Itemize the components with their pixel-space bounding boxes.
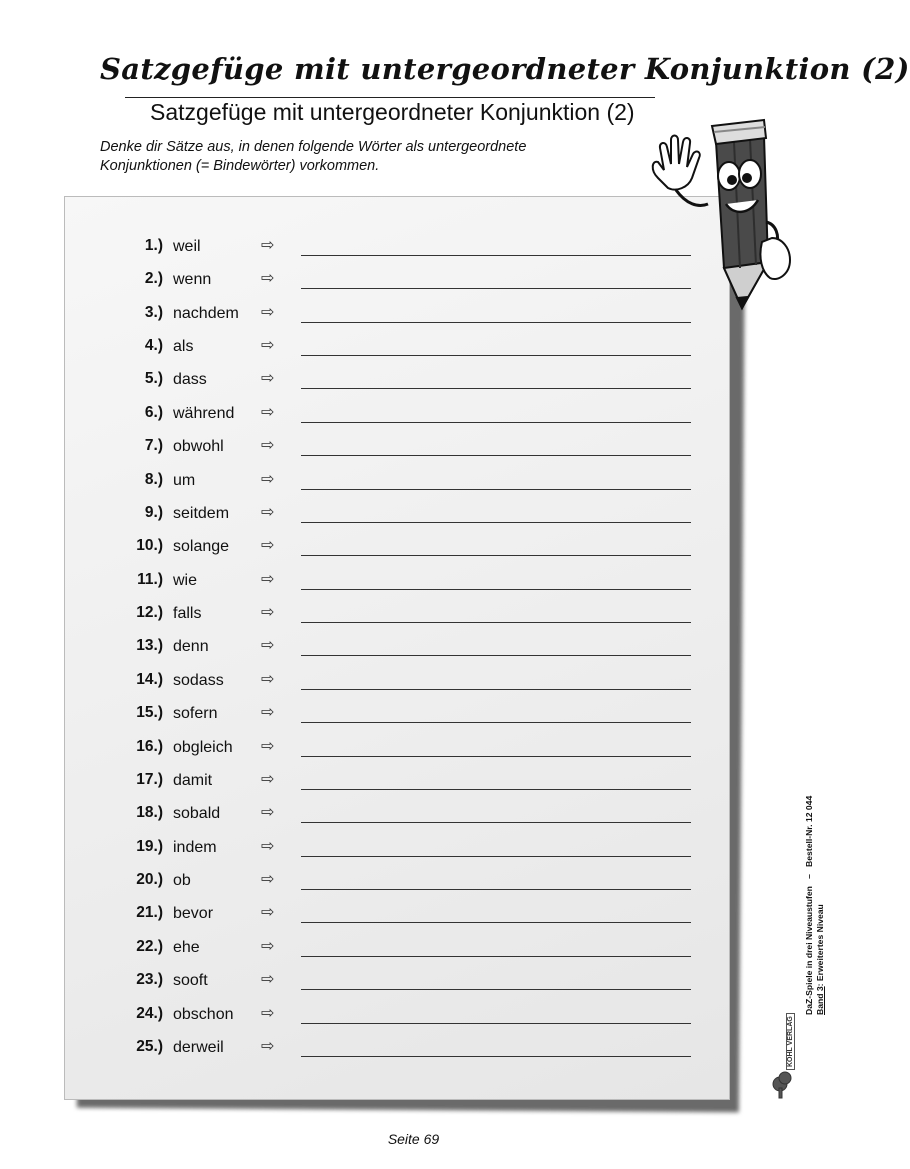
instructions [100, 138, 620, 176]
worksheet-row [65, 233, 729, 263]
answer-line[interactable] [301, 255, 691, 256]
arrow-right-icon: ⇨ [261, 237, 275, 254]
arrow-right-icon: ⇨ [261, 871, 275, 889]
answer-line[interactable] [301, 622, 691, 623]
item-number: 19.) [136, 837, 163, 855]
conjunction-word: sobald [173, 805, 221, 823]
instruction-line-1: Denke dir Sätze aus, in denen folgende Wörter als untergeordnete [100, 139, 527, 155]
answer-line[interactable] [301, 856, 691, 857]
answer-line[interactable] [301, 655, 691, 656]
conjunction-word: bevor [173, 905, 214, 923]
answer-line[interactable] [301, 355, 691, 356]
item-number: 8.) [144, 470, 163, 488]
arrow-right-icon: ⇨ [261, 971, 275, 989]
answer-line[interactable] [301, 1056, 691, 1057]
answer-line[interactable] [301, 388, 691, 389]
arrow-right-icon: ⇨ [261, 370, 275, 388]
arrow-right-icon: ⇨ [261, 570, 275, 588]
worksheet-row [65, 300, 729, 330]
answer-line[interactable] [301, 589, 691, 590]
arrow-right-icon: ⇨ [261, 403, 275, 421]
conjunction-word: sofern [173, 705, 218, 723]
item-number: 9.) [144, 503, 163, 521]
conjunction-word: ob [173, 872, 191, 890]
item-number: 4.) [144, 337, 163, 355]
answer-line[interactable] [301, 889, 691, 890]
item-number: 22.) [136, 937, 163, 955]
item-number: 23.) [136, 971, 163, 989]
item-number: 24.) [136, 1004, 163, 1022]
item-number: 16.) [136, 737, 163, 755]
conjunction-word: wie [173, 571, 198, 589]
answer-line[interactable] [301, 822, 691, 823]
item-number: 25.) [136, 1037, 163, 1055]
answer-line[interactable] [301, 322, 691, 323]
conjunction-word: sodass [173, 671, 224, 689]
arrow-right-icon: ⇨ [261, 604, 275, 622]
page-title: Satzgefüge mit untergeordneter Konjunktion (2) [150, 99, 635, 125]
worksheet-row [65, 700, 729, 730]
item-number: 18.) [136, 804, 163, 822]
worksheet-row [65, 500, 729, 530]
conjunction-word: obgleich [173, 738, 233, 756]
item-number: 20.) [136, 871, 163, 889]
conjunction-word: während [173, 404, 235, 422]
answer-line[interactable] [301, 422, 691, 423]
arrow-right-icon: ⇨ [261, 704, 275, 722]
conjunction-word: indem [173, 838, 217, 856]
conjunction-word: ehe [173, 938, 200, 956]
arrow-right-icon: ⇨ [261, 337, 275, 355]
conjunction-word: obschon [173, 1005, 234, 1023]
worksheet-sheet [64, 196, 730, 1100]
item-number: 6.) [144, 403, 163, 421]
sidebar-band: Band 3: Erweitertes Niveau [815, 904, 825, 1015]
conjunction-word: nachdem [173, 304, 239, 322]
arrow-right-icon: ⇨ [261, 1037, 275, 1055]
arrow-right-icon: ⇨ [261, 437, 275, 455]
worksheet-row [65, 1001, 729, 1031]
conjunction-word: um [173, 471, 196, 489]
item-number: 11.) [137, 570, 163, 588]
worksheet-row [65, 767, 729, 797]
conjunction-word: solange [173, 538, 230, 556]
publisher-label: KOHL VERLAG [786, 1013, 795, 1070]
worksheet-row [65, 900, 729, 930]
answer-line[interactable] [301, 956, 691, 957]
arrow-right-icon: ⇨ [261, 470, 275, 488]
conjunction-word: seitdem [173, 504, 230, 522]
arrow-right-icon: ⇨ [261, 904, 275, 922]
worksheet-row [65, 667, 729, 697]
answer-line[interactable] [301, 756, 691, 757]
answer-line[interactable] [301, 922, 691, 923]
answer-line[interactable] [301, 455, 691, 456]
answer-line[interactable] [301, 989, 691, 990]
item-number: 7.) [144, 437, 163, 455]
answer-line[interactable] [301, 489, 691, 490]
worksheet-row [65, 834, 729, 864]
conjunction-word: wenn [173, 271, 212, 289]
item-number: 14.) [136, 670, 163, 688]
item-number: 3.) [144, 303, 163, 321]
item-number: 10.) [136, 537, 163, 555]
item-number: 12.) [136, 604, 163, 622]
conjunction-word: denn [173, 638, 209, 656]
conjunction-word: als [173, 338, 194, 356]
worksheet-row [65, 967, 729, 997]
item-number: 5.) [144, 370, 163, 388]
pencil-mascot-icon [646, 112, 794, 312]
arrow-right-icon: ⇨ [261, 770, 275, 788]
worksheet-row [65, 1034, 729, 1064]
arrow-right-icon: ⇨ [261, 937, 275, 955]
answer-line[interactable] [301, 722, 691, 723]
arrow-right-icon: ⇨ [261, 503, 275, 521]
answer-line[interactable] [301, 555, 691, 556]
instruction-line-2: Konjunktionen (= Bindewörter) vorkommen. [100, 158, 380, 174]
conjunction-word: sooft [173, 972, 208, 990]
item-number: 13.) [136, 637, 163, 655]
sidebar-publication-info [804, 745, 826, 1015]
worksheet-row [65, 600, 729, 630]
answer-line[interactable] [301, 1023, 691, 1024]
answer-line[interactable] [301, 288, 691, 289]
worksheet-row [65, 366, 729, 396]
sidebar-series: DaZ-Spiele in drei Niveaustufen – Bestell-Nr. 12 044 [804, 795, 814, 1015]
conjunction-word: falls [173, 605, 202, 623]
item-number: 2.) [144, 270, 163, 288]
conjunction-word: dass [173, 371, 207, 389]
worksheet-row [65, 934, 729, 964]
answer-line[interactable] [301, 689, 691, 690]
item-number: 15.) [136, 704, 163, 722]
arrow-right-icon: ⇨ [261, 1004, 275, 1022]
worksheet-row [65, 867, 729, 897]
worksheet-row [65, 467, 729, 497]
answer-line[interactable] [301, 789, 691, 790]
arrow-right-icon: ⇨ [261, 303, 275, 321]
item-number: 21.) [136, 904, 163, 922]
arrow-right-icon: ⇨ [261, 737, 275, 755]
worksheet-row [65, 433, 729, 463]
item-number: 17.) [136, 770, 163, 788]
arrow-right-icon: ⇨ [261, 637, 275, 655]
worksheet-row [65, 533, 729, 563]
arrow-right-icon: ⇨ [261, 670, 275, 688]
title-rule [125, 97, 655, 98]
worksheet-row [65, 633, 729, 663]
arrow-right-icon: ⇨ [261, 804, 275, 822]
worksheet-row [65, 333, 729, 363]
answer-line[interactable] [301, 522, 691, 523]
conjunction-word: weil [173, 238, 201, 255]
page-number: Seite 69 [387, 1131, 440, 1147]
worksheet-row [65, 266, 729, 296]
worksheet-row [65, 800, 729, 830]
conjunction-word: damit [173, 771, 213, 789]
item-number: 1.) [144, 237, 163, 254]
arrow-right-icon: ⇨ [261, 537, 275, 555]
worksheet-row [65, 734, 729, 764]
arrow-right-icon: ⇨ [261, 270, 275, 288]
script-title: Satzgefüge mit untergeordneter Konjunktion (2) [100, 52, 910, 86]
conjunction-word: obwohl [173, 438, 224, 456]
arrow-right-icon: ⇨ [261, 837, 275, 855]
worksheet-row [65, 567, 729, 597]
worksheet-row [65, 400, 729, 430]
conjunction-word: derweil [173, 1038, 224, 1056]
